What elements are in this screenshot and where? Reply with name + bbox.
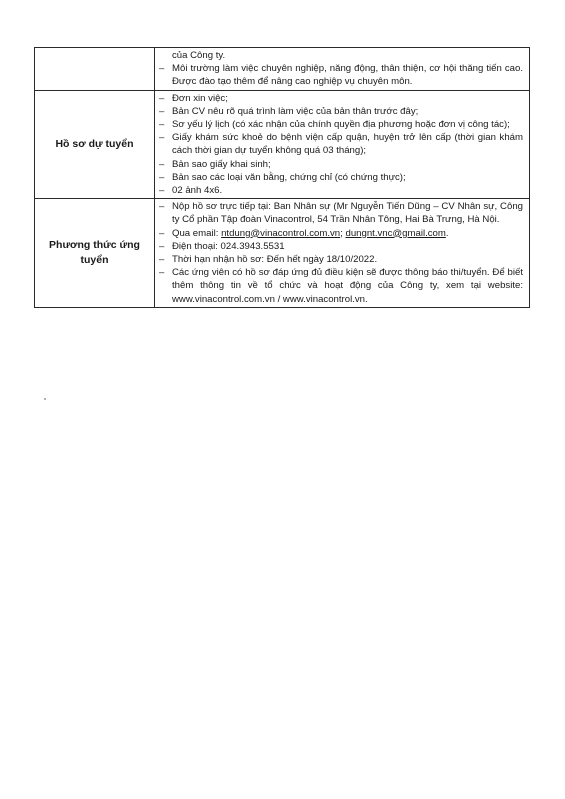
list-item-text: Nộp hồ sơ trực tiếp tại: Ban Nhân sự (Mr Nguyễn Tiến Dũng – CV Nhân sự, Công ty Cổ phần Tập đoàn Vinacontrol, 54 Trần Nhân Tông, Hai Bà Trưng, Hà Nội. <box>172 201 523 226</box>
list-item-notice <box>159 266 523 306</box>
dash-marker: – <box>159 132 165 144</box>
email-link-secondary[interactable]: dungnt.vnc@gmail.com <box>345 227 446 239</box>
dash-marker: – <box>159 201 165 213</box>
list-item <box>159 62 523 88</box>
list-item-text: Sơ yếu lý lịch (có xác nhận của chính quyền địa phương hoặc đơn vị công tác); <box>172 119 510 131</box>
list-item-email <box>159 227 523 240</box>
list-item-direct-submission <box>159 200 523 226</box>
list-item-deadline <box>159 253 523 266</box>
list-item <box>159 171 523 184</box>
list-item-phone <box>159 240 523 253</box>
documents-content-cell <box>155 90 530 199</box>
application-method-label: Phương thức ứng tuyển <box>35 199 155 308</box>
dash-marker: – <box>159 92 165 104</box>
list-item <box>159 158 523 171</box>
dash-marker: – <box>159 105 165 117</box>
dash-marker: – <box>159 267 165 279</box>
dash-marker: – <box>159 227 165 239</box>
dash-marker: – <box>159 254 165 266</box>
dash-marker: – <box>159 119 165 131</box>
phone-text: Điện thoại: 024.3943.5531 <box>172 240 285 252</box>
notice-text: Các ứng viên có hồ sơ đáp ứng đủ điều kiện sẽ được thông báo thi/tuyển. Để biết thêm thông tin về tổ chức và hoạt động của Công ty, xem tại website: www.vinacontrol.com.vn / www.vinacontrol.vn. <box>172 267 523 305</box>
list-item <box>159 131 523 157</box>
email-link-primary[interactable]: ntdung@vinacontrol.com.vn <box>221 227 341 239</box>
email-prefix: Qua email: <box>172 227 222 239</box>
table-row-application-method <box>35 199 530 308</box>
scan-speck <box>44 398 46 400</box>
email-suffix: . <box>445 227 449 239</box>
dash-marker: – <box>159 240 165 252</box>
table-row-benefits <box>35 48 530 91</box>
list-item <box>159 92 523 105</box>
list-item <box>159 105 523 118</box>
recruitment-table <box>34 47 530 308</box>
benefits-label-cell <box>35 48 155 91</box>
list-item <box>159 118 523 131</box>
deadline-text: Thời hạn nhận hồ sơ: Đến hết ngày 18/10/2022. <box>172 254 378 266</box>
list-item-text: Bản CV nêu rõ quá trình làm việc của bản thân trước đây; <box>172 105 419 117</box>
application-method-list <box>159 200 523 306</box>
email-separator: ; <box>340 227 346 239</box>
list-item-text: của Công ty. <box>172 50 226 61</box>
list-item-text: Môi trường làm việc chuyên nghiệp, năng động, thân thiện, cơ hội thăng tiến cao. Được đào tạo thêm để nâng cao nghiệp vụ chuyên môn. <box>172 63 523 88</box>
documents-list <box>159 92 523 198</box>
dash-marker: – <box>159 171 165 183</box>
table-row-documents <box>35 90 530 199</box>
benefits-content-cell <box>155 48 530 91</box>
dash-marker: – <box>159 63 165 75</box>
application-method-content-cell <box>155 199 530 308</box>
dash-marker: – <box>159 158 165 170</box>
list-item-text: Bản sao các loại văn bằng, chứng chỉ (có chứng thực); <box>172 171 406 183</box>
documents-label: Hồ sơ dự tuyển <box>35 90 155 199</box>
benefits-list <box>159 49 523 89</box>
list-item <box>159 184 523 197</box>
list-item-text: Giấy khám sức khoẻ do bệnh viện cấp quận, huyện trở lên cấp (thời gian khám cách thời gian dự tuyển không quá 03 tháng); <box>172 132 523 157</box>
list-item-text: Đơn xin việc; <box>172 92 228 104</box>
list-item <box>159 49 523 62</box>
list-item-text: Bản sao giấy khai sinh; <box>172 158 271 170</box>
dash-marker: – <box>159 185 165 197</box>
list-item-text: 02 ảnh 4x6. <box>172 185 223 197</box>
